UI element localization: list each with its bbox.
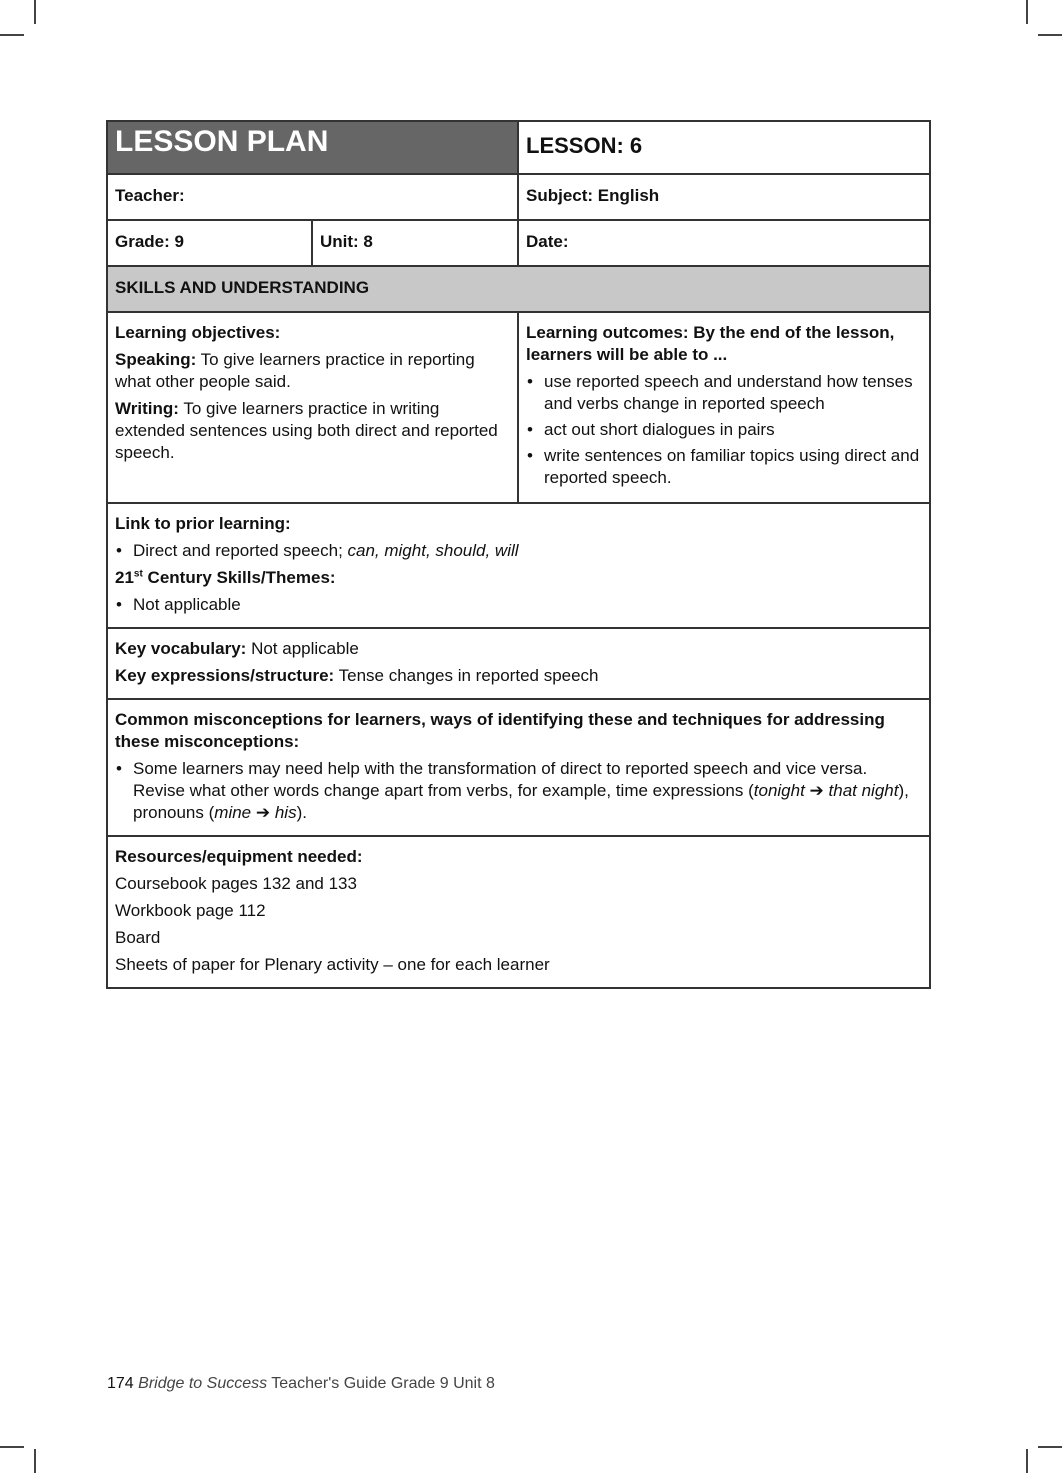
crop-mark: [34, 1449, 36, 1473]
resources-cell: [107, 836, 930, 988]
resource-item: Sheets of paper for Plenary activity – one for each learner: [115, 955, 550, 974]
misconception-text: ).: [296, 803, 307, 822]
learning-objectives-cell: [107, 312, 518, 503]
writing-text: To give learners practice in writing extended sentences using both direct and reported speech.: [115, 399, 498, 462]
century-skills-item: • Not applicable: [115, 594, 923, 616]
key-vocabulary: [115, 638, 923, 660]
footer-rest: Teacher's Guide Grade 9 Unit 8: [267, 1375, 495, 1392]
subject-field: Subject: English: [518, 174, 930, 220]
prior-learning-list: [115, 540, 923, 562]
grade-field: Grade: 9: [107, 220, 312, 266]
crop-mark: [34, 0, 36, 24]
key-expressions-text: Tense changes in reported speech: [334, 666, 599, 685]
prior-learning-item: [115, 540, 923, 562]
book-title: Bridge to Success: [138, 1375, 268, 1392]
prior-learning-text: Direct and reported speech;: [133, 541, 348, 560]
italic-that-night: that night: [828, 781, 899, 800]
resource-item: Board: [115, 928, 161, 947]
prior-learning-cell: [107, 503, 930, 628]
modal-verbs-text: can, might, should, will: [347, 541, 519, 560]
prior-learning-heading: Link to prior learning:: [115, 514, 291, 533]
resource-item: Workbook page 112: [115, 901, 266, 920]
key-vocabulary-text: Not applicable: [246, 639, 359, 658]
date-field: Date:: [518, 220, 930, 266]
key-expressions: [115, 665, 923, 687]
crop-mark: [1026, 0, 1028, 24]
century-num: 21: [115, 568, 134, 587]
lesson-plan-title: LESSON PLAN: [107, 121, 518, 174]
outcome-item: • use reported speech and understand how tenses and verbs change in reported speech: [526, 371, 923, 415]
italic-his: his: [274, 803, 297, 822]
writing-label: Writing:: [115, 399, 179, 418]
italic-mine: mine: [214, 803, 252, 822]
outcome-item: • write sentences on familiar topics using direct and reported speech.: [526, 445, 923, 489]
key-vocabulary-label: Key vocabulary:: [115, 639, 247, 658]
crop-mark: [1038, 1446, 1062, 1448]
misconception-text: ), pronouns (: [133, 781, 909, 822]
page-number: 174: [107, 1375, 134, 1392]
arrow-icon: ➔: [804, 781, 829, 800]
speaking-objective: [115, 349, 511, 393]
lesson-number: LESSON: 6: [518, 121, 930, 174]
crop-mark: [0, 1446, 24, 1448]
crop-mark: [1038, 34, 1062, 36]
speaking-label: Speaking:: [115, 350, 197, 369]
misconceptions-cell: [107, 699, 930, 836]
vocabulary-cell: [107, 628, 930, 699]
teacher-field: Teacher:: [107, 174, 518, 220]
skills-section-heading: SKILLS AND UNDERSTANDING: [107, 266, 930, 312]
key-expressions-label: Key expressions/structure:: [115, 666, 335, 685]
learning-outcomes-list: [526, 371, 923, 489]
century-skills-list: [115, 594, 923, 616]
learning-outcomes-heading: Learning outcomes: By the end of the lesson, learners will be able to ...: [526, 323, 895, 364]
misconceptions-heading: Common misconceptions for learners, ways of identifying these and techniques for addressing these misconceptions:: [115, 710, 885, 751]
misconception-text: Some learners may need help with the transformation of direct to reported speech and vice versa. Revise what other words change apart from verbs, for example, time expressions (: [133, 759, 868, 800]
outcome-item: • act out short dialogues in pairs: [526, 419, 923, 441]
unit-field: Unit: 8: [312, 220, 518, 266]
resources-heading: Resources/equipment needed:: [115, 847, 363, 866]
page-footer: [107, 1375, 495, 1393]
learning-objectives-heading: Learning objectives:: [115, 323, 281, 342]
italic-tonight: tonight: [753, 781, 805, 800]
speaking-text: To give learners practice in reporting what other people said.: [115, 350, 475, 391]
century-rest: Century Skills/Themes:: [142, 568, 336, 587]
learning-outcomes-cell: [518, 312, 930, 503]
writing-objective: [115, 398, 511, 464]
crop-mark: [1026, 1449, 1028, 1473]
misconception-item: [115, 758, 923, 824]
century-sup: st: [133, 568, 143, 580]
century-skills-heading: [115, 567, 923, 589]
lesson-plan-table: [106, 120, 931, 989]
resource-item: Coursebook pages 132 and 133: [115, 874, 357, 893]
arrow-icon: ➔: [251, 803, 275, 822]
misconceptions-list: [115, 758, 923, 824]
crop-mark: [0, 34, 24, 36]
